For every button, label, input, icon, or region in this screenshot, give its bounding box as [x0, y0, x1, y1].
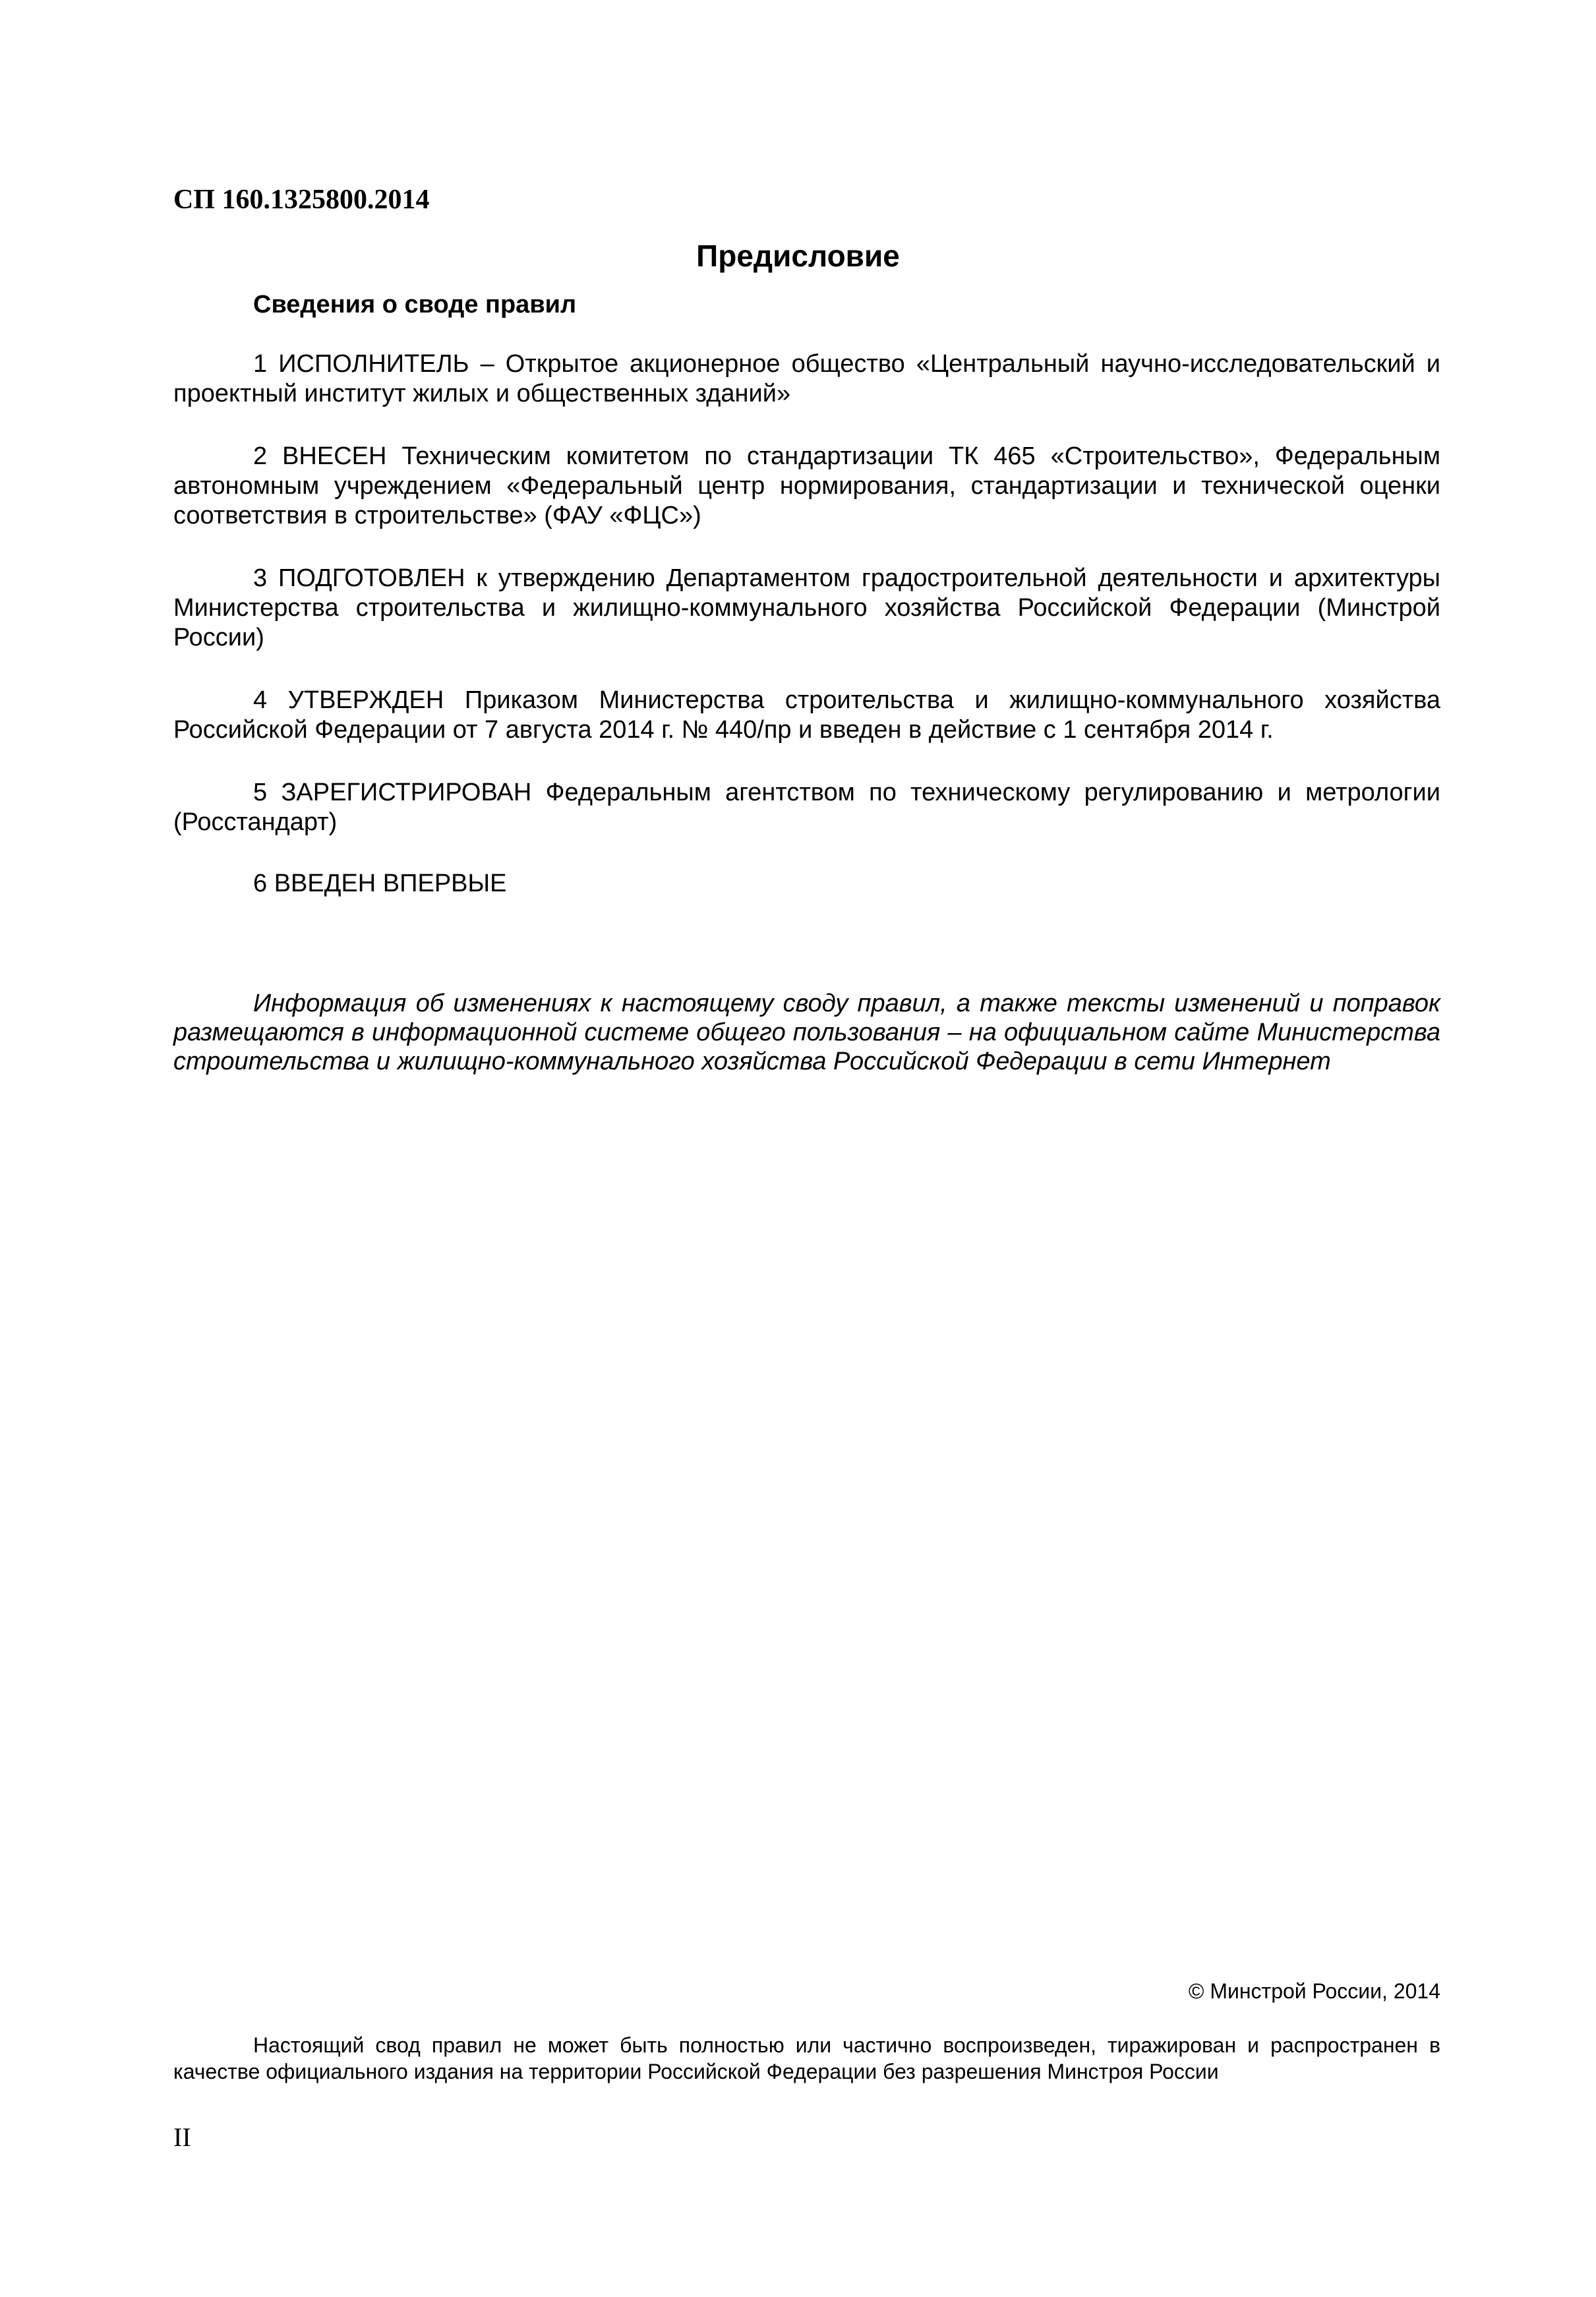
item-introduced: 6 ВВЕДЕН ВПЕРВЫЕ [253, 870, 507, 897]
page-number: II [173, 2122, 191, 2152]
amendments-info-note: Информация об изменениях к настоящему своду правил, а также тексты изменений и поправок размещаются в информационной системе общего пользования – на официальном сайте Министерства строительства и жилищно-коммунального хозяйства Российской Федерации в сети Интернет [173, 990, 1440, 1075]
section-heading: Сведения о своде правил [253, 291, 577, 318]
item-registered: 5 ЗАРЕГИСТРИРОВАН Федеральным агентством по техническому регулированию и метрологии (Росстандарт) [173, 779, 1440, 836]
document-code: СП 160.1325800.2014 [173, 185, 430, 215]
page-title: Предисловие [696, 239, 900, 273]
item-approved: 4 УТВЕРЖДЕН Приказом Министерства строительства и жилищно-коммунального хозяйства Российской Федерации от 7 августа 2014 г. № 440/пр и введен в действие с 1 сентября 2014 г. [173, 686, 1440, 744]
item-prepared: 3 ПОДГОТОВЛЕН к утверждению Департаментом градостроительной деятельности и архитектуры Министерства строительства и жилищно-коммунального хозяйства Российской Федерации (Минстрой России) [173, 564, 1440, 651]
copyright-notice: © Минстрой России, 2014 [1188, 1979, 1440, 2003]
item-executor: 1 ИСПОЛНИТЕЛЬ – Открытое акционерное общество «Центральный научно-исследовательский и проектный институт жилых и общественных зданий» [173, 350, 1440, 407]
reproduction-notice: Настоящий свод правил не может быть полностью или частично воспроизведен, тиражирован и распространен в качестве официального издания на территории Российской Федерации без разрешения Минстроя России [173, 2033, 1440, 2083]
item-submitted: 2 ВНЕСЕН Техническим комитетом по стандартизации ТК 465 «Строительство», Федеральным автономным учреждением «Федеральный центр нормирования, стандартизации и технической оценки соответствия в строительстве» (ФАУ «ФЦС») [173, 442, 1440, 529]
